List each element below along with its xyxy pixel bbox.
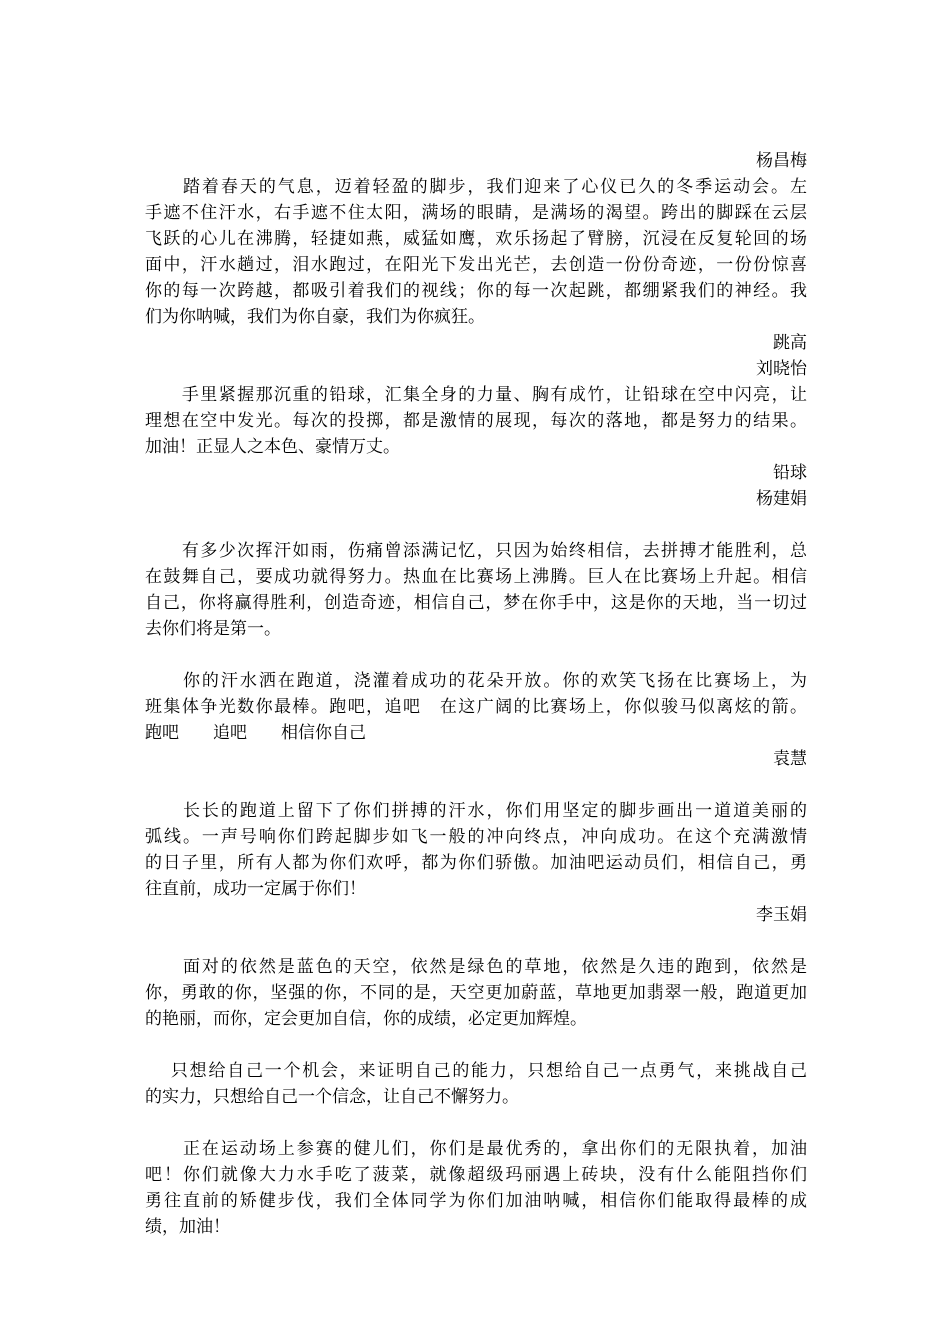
paragraph-line: 正在运动场上参赛的健儿们，你们是最优秀的，拿出你们的无限执着，加油 (145, 1139, 807, 1159)
paragraph-line: 只想给自己一个机会，来证明自己的能力，只想给自己一点勇气，来挑战自己 (145, 1061, 807, 1081)
paragraph-line: 踏着春天的气息，迈着轻盈的脚步，我们迎来了心仪已久的冬季运动会。左 (145, 177, 807, 197)
paragraph-line: 绩，加油！ (145, 1217, 230, 1237)
author-credit: 刘晓怡 (756, 359, 807, 379)
paragraph-line: 的日子里，所有人都为你们欢呼，都为你们骄傲。加油吧运动员们，相信自己，勇 (145, 853, 807, 873)
author-credit: 跳高 (773, 333, 807, 353)
document-page (145, 148, 807, 1240)
paragraph-line: 你的汗水洒在跑道，浇灌着成功的花朵开放。你的欢笑飞扬在比赛场上，为 (145, 671, 807, 691)
blank-line (145, 642, 807, 668)
paragraph-line: 弧线。一声号响你们跨起脚步如飞一般的冲向终点，冲向成功。在这个充满激情 (145, 827, 807, 847)
paragraph-line: 的艳丽，而你，定会更加自信，你的成绩，必定更加辉煌。 (145, 1009, 587, 1029)
blank-line (145, 1032, 807, 1058)
paragraph-line: 们为你呐喊，我们为你自豪，我们为你疯狂。 (145, 307, 485, 327)
paragraph-line: 面对的依然是蓝色的天空，依然是绿色的草地，依然是久违的跑到，依然是 (145, 957, 807, 977)
paragraph-line: 飞跃的心儿在沸腾，轻捷如燕，威猛如鹰，欢乐扬起了臂膀，沉浸在反复轮回的场 (145, 229, 807, 249)
author-credit: 杨建娟 (756, 489, 807, 509)
paragraph-line: 手遮不住汗水，右手遮不住太阳，满场的眼睛，是满场的渴望。跨出的脚踩在云层 (145, 203, 807, 223)
paragraph-line: 有多少次挥汗如雨，伤痛曾添满记忆，只因为始终相信，去拼搏才能胜利，总 (145, 541, 807, 561)
paragraph-line: 手里紧握那沉重的铅球，汇集全身的力量、胸有成竹，让铅球在空中闪亮，让 (145, 385, 807, 405)
paragraph (145, 382, 807, 460)
paragraph-line: 自己，你将赢得胜利，创造奇迹，相信自己，梦在你手中，这是你的天地，当一切过 (145, 593, 807, 613)
paragraph (145, 954, 807, 1032)
paragraph (145, 668, 807, 746)
paragraph-line: 你，勇敢的你，坚强的你，不同的是，天空更加蔚蓝，草地更加翡翠一般，跑道更加 (145, 983, 807, 1003)
blank-line (145, 512, 807, 538)
author-credit: 杨昌梅 (756, 151, 807, 171)
paragraph-line: 你的每一次跨越，都吸引着我们的视线；你的每一次起跳，都绷紧我们的神经。我 (145, 281, 807, 301)
paragraph-line: 往直前，成功一定属于你们！ (145, 879, 366, 899)
author-credit: 袁慧 (773, 749, 807, 769)
paragraph (145, 1058, 807, 1110)
blank-line (145, 772, 807, 798)
paragraph-line: 面中，汗水趟过，泪水跑过，在阳光下发出光芒，去创造一份份奇迹，一份份惊喜 (145, 255, 807, 275)
paragraph-line: 长长的跑道上留下了你们拼搏的汗水，你们用坚定的脚步画出一道道美丽的 (145, 801, 807, 821)
paragraph-line: 理想在空中发光。每次的投掷，都是激情的展现，每次的落地，都是努力的结果。 (145, 411, 807, 431)
paragraph (145, 798, 807, 902)
author-credit: 李玉娟 (756, 905, 807, 925)
paragraph-line: 加油！正显人之本色、豪情万丈。 (145, 437, 400, 457)
paragraph-line: 在鼓舞自己，要成功就得努力。热血在比赛场上沸腾。巨人在比赛场上升起。相信 (145, 567, 807, 587)
paragraph-line: 跑吧 追吧 相信你自己 (145, 723, 366, 743)
paragraph-line: 勇往直前的矫健步伐，我们全体同学为你们加油呐喊，相信你们能取得最棒的成 (145, 1191, 807, 1211)
author-credit: 铅球 (773, 463, 807, 483)
blank-line (145, 928, 807, 954)
paragraph-line: 的实力，只想给自己一个信念，让自己不懈努力。 (145, 1087, 519, 1107)
paragraph (145, 174, 807, 330)
paragraph-line: 吧！你们就像大力水手吃了菠菜，就像超级玛丽遇上砖块，没有什么能阻挡你们 (145, 1165, 807, 1185)
paragraph-line: 班集体争光数你最棒。跑吧，追吧 在这广阔的比赛场上，你似骏马似离炫的箭。 (145, 697, 807, 717)
paragraph (145, 538, 807, 642)
paragraph-line: 去你们将是第一。 (145, 619, 281, 639)
paragraph (145, 1136, 807, 1240)
blank-line (145, 1110, 807, 1136)
